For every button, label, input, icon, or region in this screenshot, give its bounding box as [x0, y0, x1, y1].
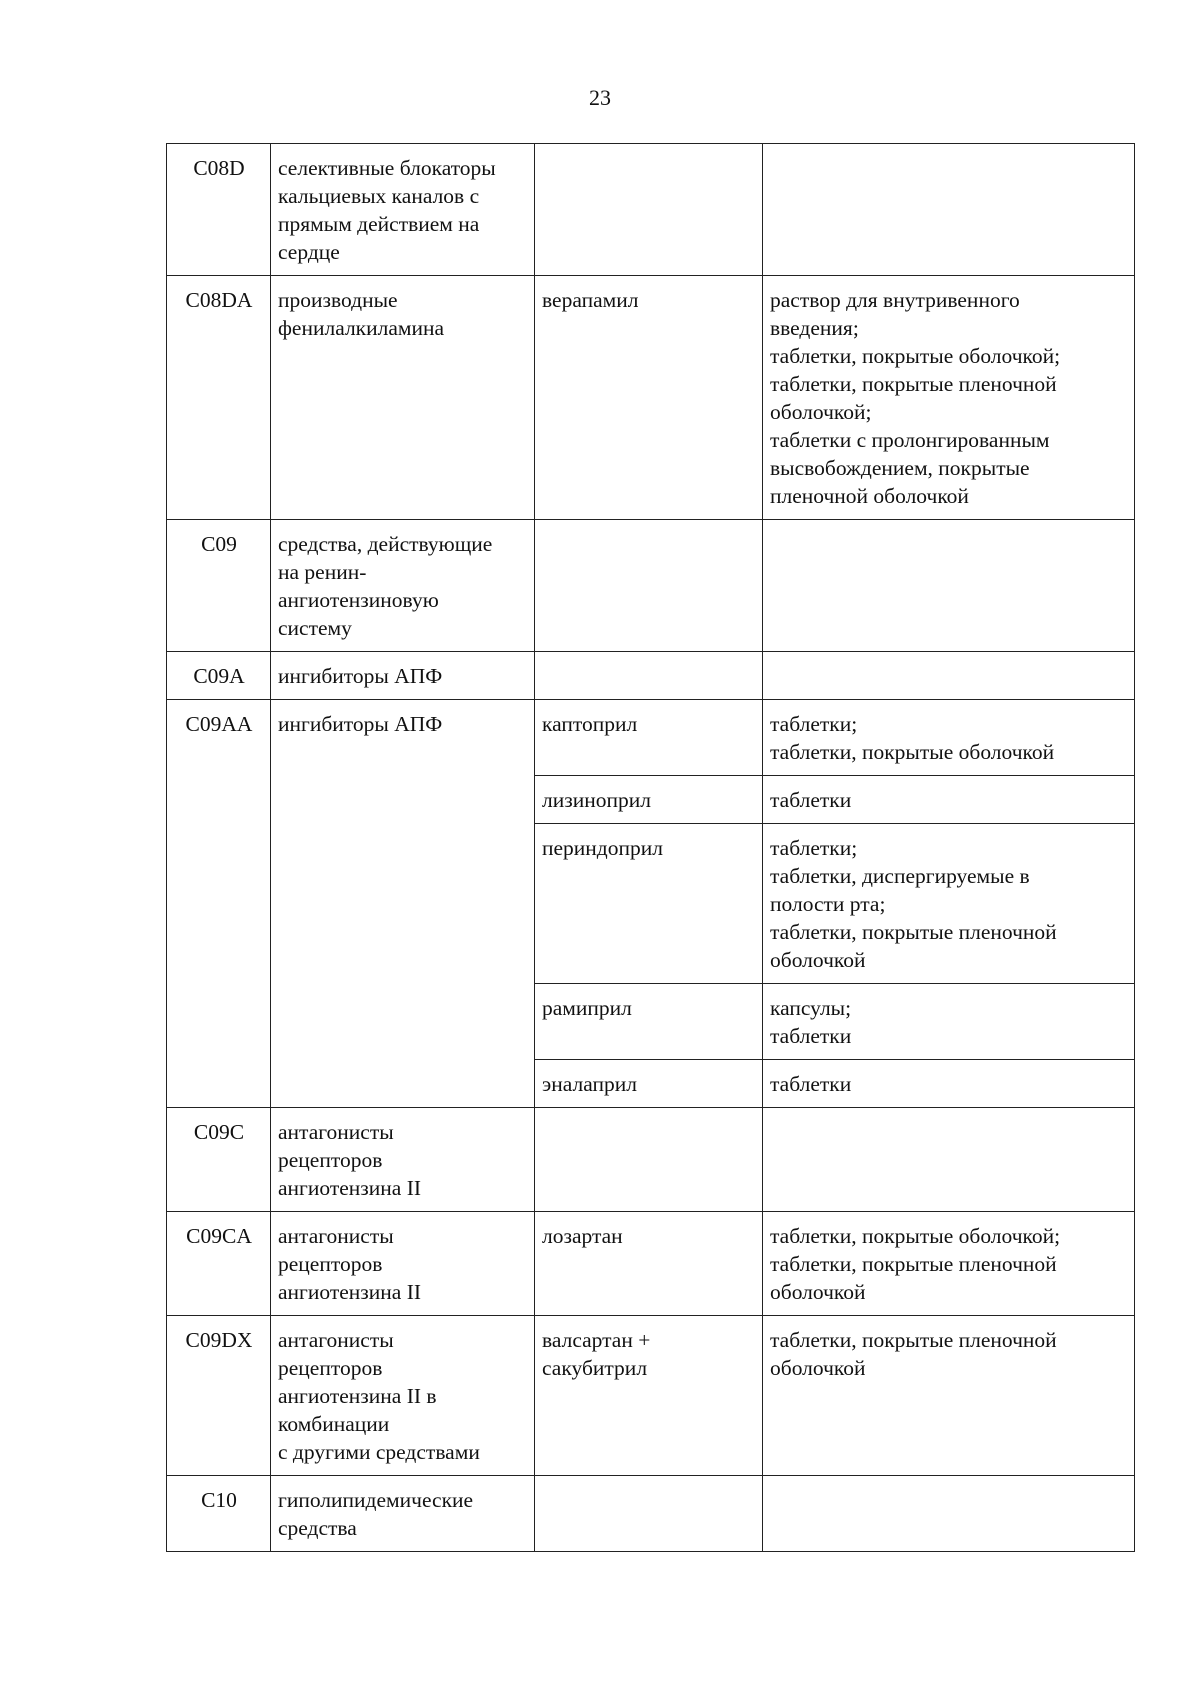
- dosage-form-line: оболочкой: [770, 1356, 866, 1380]
- group-name-cell: [271, 1212, 535, 1316]
- group-name-line: рецепторов: [278, 1356, 383, 1380]
- dosage-form-line: таблетки;: [770, 836, 858, 860]
- table-row: [167, 144, 1135, 276]
- dosage-form-cell: [763, 276, 1135, 520]
- drug-name-cell: [535, 776, 763, 824]
- drug-name-cell: [535, 652, 763, 700]
- dosage-form-line: капсулы;: [770, 996, 852, 1020]
- dosage-form-line: таблетки: [770, 1072, 852, 1096]
- group-name-line: на ренин-: [278, 560, 367, 584]
- group-name-line: кальциевых каналов с: [278, 184, 480, 208]
- dosage-form-line: таблетки, покрытые пленочной: [770, 1252, 1057, 1276]
- medication-table: [166, 143, 1135, 1552]
- group-name-line: ангиотензина II: [278, 1280, 422, 1304]
- dosage-form-cell: [763, 144, 1135, 276]
- dosage-form-line: таблетки: [770, 788, 852, 812]
- drug-name-cell: [535, 1316, 763, 1476]
- group-name-cell: [271, 520, 535, 652]
- dosage-form-line: полости рта;: [770, 892, 886, 916]
- dosage-form-line: пленочной оболочкой: [770, 484, 969, 508]
- group-name-cell: [271, 1476, 535, 1552]
- group-name-line: антагонисты: [278, 1328, 394, 1352]
- drug-name-cell: [535, 144, 763, 276]
- dosage-form-line: оболочкой: [770, 1280, 866, 1304]
- group-name-line: с другими средствами: [278, 1440, 480, 1464]
- group-name-cell: [271, 700, 535, 1108]
- atc-code-cell: C09AA: [167, 700, 271, 1108]
- drug-name-cell: [535, 1212, 763, 1316]
- dosage-form-line: таблетки: [770, 1024, 852, 1048]
- atc-code-cell: C10: [167, 1476, 271, 1552]
- group-name-line: средства, действующие: [278, 532, 493, 556]
- group-name-cell: [271, 1316, 535, 1476]
- dosage-form-cell: [763, 652, 1135, 700]
- group-name-line: гиполипидемические: [278, 1488, 474, 1512]
- table-row: [167, 520, 1135, 652]
- table-row: [167, 1316, 1135, 1476]
- dosage-form-line: таблетки;: [770, 712, 858, 736]
- group-name-line: систему: [278, 616, 352, 640]
- dosage-form-line: раствор для внутривенного: [770, 288, 1020, 312]
- drug-name-line: рамиприл: [542, 996, 632, 1020]
- dosage-form-cell: [763, 700, 1135, 776]
- dosage-form-cell: [763, 776, 1135, 824]
- group-name-line: рецепторов: [278, 1252, 383, 1276]
- group-name-line: антагонисты: [278, 1224, 394, 1248]
- table-row: [167, 1476, 1135, 1552]
- group-name-line: комбинации: [278, 1412, 390, 1436]
- group-name-cell: [271, 652, 535, 700]
- atc-code-cell: C08D: [167, 144, 271, 276]
- group-name-cell: [271, 276, 535, 520]
- dosage-form-line: таблетки с пролонгированным: [770, 428, 1050, 452]
- dosage-form-line: таблетки, диспергируемые в: [770, 864, 1030, 888]
- dosage-form-line: таблетки, покрытые оболочкой;: [770, 1224, 1061, 1248]
- atc-code-cell: C09A: [167, 652, 271, 700]
- drug-name-cell: [535, 1060, 763, 1108]
- drug-name-line: лизиноприл: [542, 788, 651, 812]
- atc-code-cell: C08DA: [167, 276, 271, 520]
- group-name-cell: [271, 1108, 535, 1212]
- group-name-line: рецепторов: [278, 1148, 383, 1172]
- atc-code-cell: C09C: [167, 1108, 271, 1212]
- group-name-line: ангиотензина II: [278, 1176, 422, 1200]
- drug-name-cell: [535, 984, 763, 1060]
- group-name-line: ингибиторы АПФ: [278, 712, 443, 736]
- group-name-line: ангиотензина II в: [278, 1384, 437, 1408]
- drug-name-line: верапамил: [542, 288, 639, 312]
- drug-name-cell: [535, 824, 763, 984]
- dosage-form-cell: [763, 1212, 1135, 1316]
- group-name-line: производные: [278, 288, 398, 312]
- dosage-form-line: оболочкой: [770, 948, 866, 972]
- group-name-line: селективные блокаторы: [278, 156, 496, 180]
- dosage-form-line: таблетки, покрытые оболочкой: [770, 740, 1055, 764]
- group-name-line: средства: [278, 1516, 357, 1540]
- page-number: 23: [589, 85, 611, 110]
- dosage-form-cell: [763, 1316, 1135, 1476]
- dosage-form-cell: [763, 1060, 1135, 1108]
- drug-name-line: валсартан +: [542, 1328, 651, 1352]
- atc-code-cell: C09DX: [167, 1316, 271, 1476]
- table-body: [167, 144, 1135, 1552]
- drug-name-line: периндоприл: [542, 836, 663, 860]
- atc-code-cell: C09CA: [167, 1212, 271, 1316]
- dosage-form-cell: [763, 824, 1135, 984]
- dosage-form-line: таблетки, покрытые пленочной: [770, 1328, 1057, 1352]
- dosage-form-line: таблетки, покрытые пленочной: [770, 920, 1057, 944]
- table-row: [167, 1108, 1135, 1212]
- drug-name-line: сакубитрил: [542, 1356, 648, 1380]
- atc-code-cell: C09: [167, 520, 271, 652]
- dosage-form-cell: [763, 520, 1135, 652]
- group-name-cell: [271, 144, 535, 276]
- group-name-line: ангиотензиновую: [278, 588, 439, 612]
- drug-name-cell: [535, 1108, 763, 1212]
- table-row: [167, 1212, 1135, 1316]
- group-name-line: ингибиторы АПФ: [278, 664, 443, 688]
- dosage-form-line: таблетки, покрытые пленочной: [770, 372, 1057, 396]
- table-row: [167, 276, 1135, 520]
- group-name-line: сердце: [278, 240, 340, 264]
- drug-name-line: лозартан: [542, 1224, 623, 1248]
- drug-name-cell: [535, 1476, 763, 1552]
- dosage-form-line: таблетки, покрытые оболочкой;: [770, 344, 1061, 368]
- drug-name-line: каптоприл: [542, 712, 638, 736]
- drug-name-line: эналаприл: [542, 1072, 637, 1096]
- group-name-line: прямым действием на: [278, 212, 480, 236]
- group-name-line: фенилалкиламина: [278, 316, 445, 340]
- dosage-form-line: введения;: [770, 316, 859, 340]
- dosage-form-line: высвобождением, покрытые: [770, 456, 1030, 480]
- dosage-form-cell: [763, 1108, 1135, 1212]
- dosage-form-line: оболочкой;: [770, 400, 872, 424]
- dosage-form-cell: [763, 1476, 1135, 1552]
- table-row: [167, 652, 1135, 700]
- drug-name-cell: [535, 276, 763, 520]
- table-row: [167, 700, 1135, 776]
- drug-name-cell: [535, 700, 763, 776]
- group-name-line: антагонисты: [278, 1120, 394, 1144]
- drug-name-cell: [535, 520, 763, 652]
- dosage-form-cell: [763, 984, 1135, 1060]
